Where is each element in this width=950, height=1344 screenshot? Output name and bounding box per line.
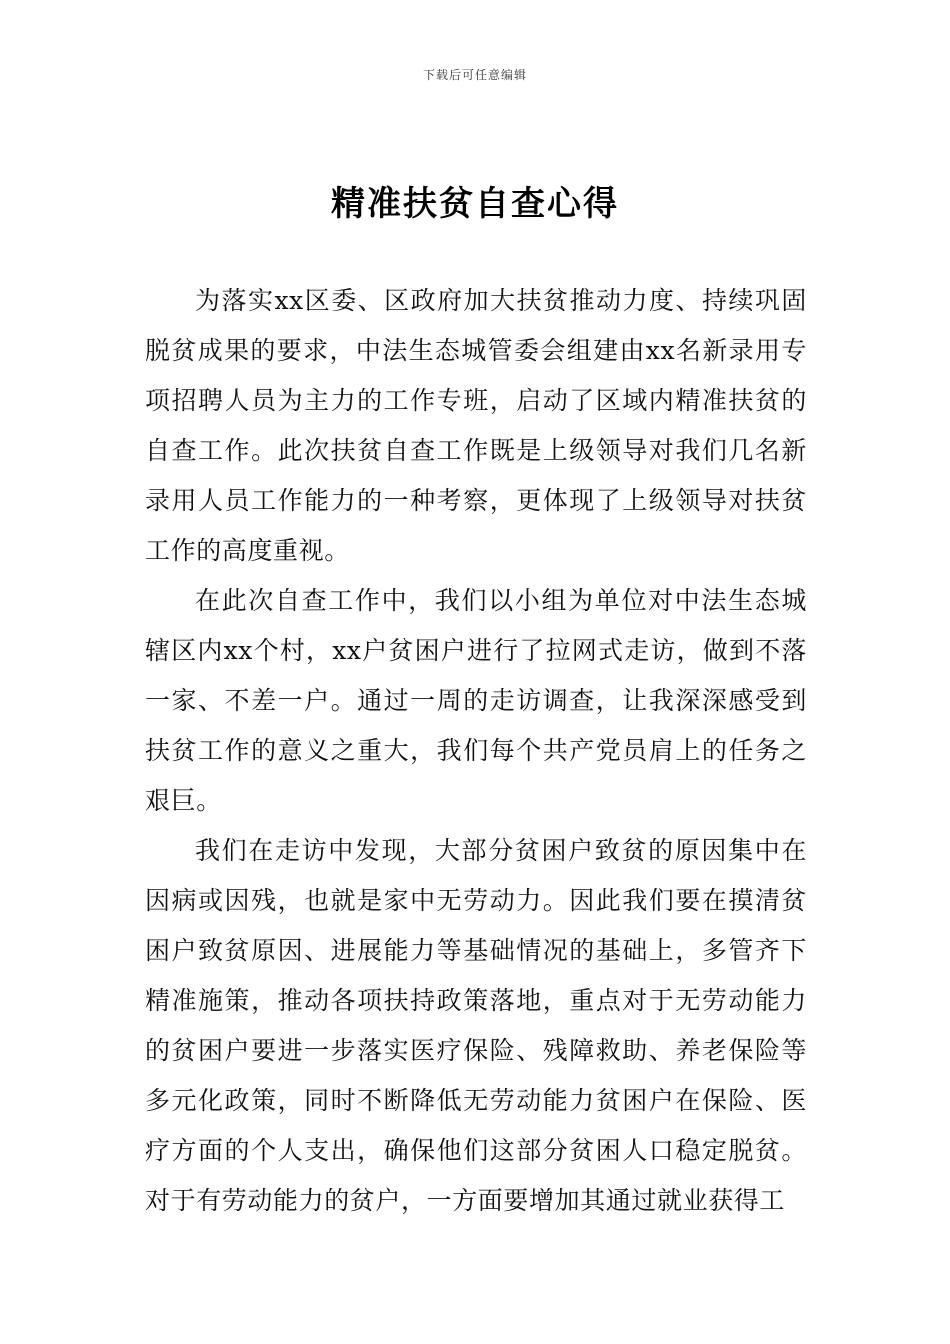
document-title: 精准扶贫自查心得 [331,184,619,224]
paragraph-3: 我们在走访中发现，大部分贫困户致贫的原因集中在因病或因残，也就是家中无劳动力。因此我们要在摸清贫困户致贫原因、进展能力等基础情况的基础上，多管齐下精准施策，推动各项扶持政策落地，重点对于无劳动能力的贫困户要进一步落实医疗保险、残障救助、养老保险等多元化政策，同时不断降低无劳动能力贫困户在保险、医疗方面的个人支出，确保他们这部分贫困人口稳定脱贫。对于有劳动能力的贫户，一方面要增加其通过就业获得工 [145,836,807,1215]
header-note: 下载后可任意编辑 [422,68,527,82]
paragraph-2: 在此次自查工作中，我们以小组为单位对中法生态城辖区内xx个村，xx户贫困户进行了拉网式走访，做到不落一家、不差一户。通过一周的走访调查，让我深深感受到扶贫工作的意义之重大，我们每个共产党员肩上的任务之艰巨。 [145,586,807,815]
document-body [145,276,807,1226]
paragraph-1: 为落实xx区委、区政府加大扶贫推动力度、持续巩固脱贫成果的要求，中法生态城管委会组建由xx名新录用专项招聘人员为主力的工作专班，启动了区域内精准扶贫的自查工作。此次扶贫自查工作既是上级领导对我们几名新录用人员工作能力的一种考察，更体现了上级领导对扶贫工作的高度重视。 [145,286,807,565]
